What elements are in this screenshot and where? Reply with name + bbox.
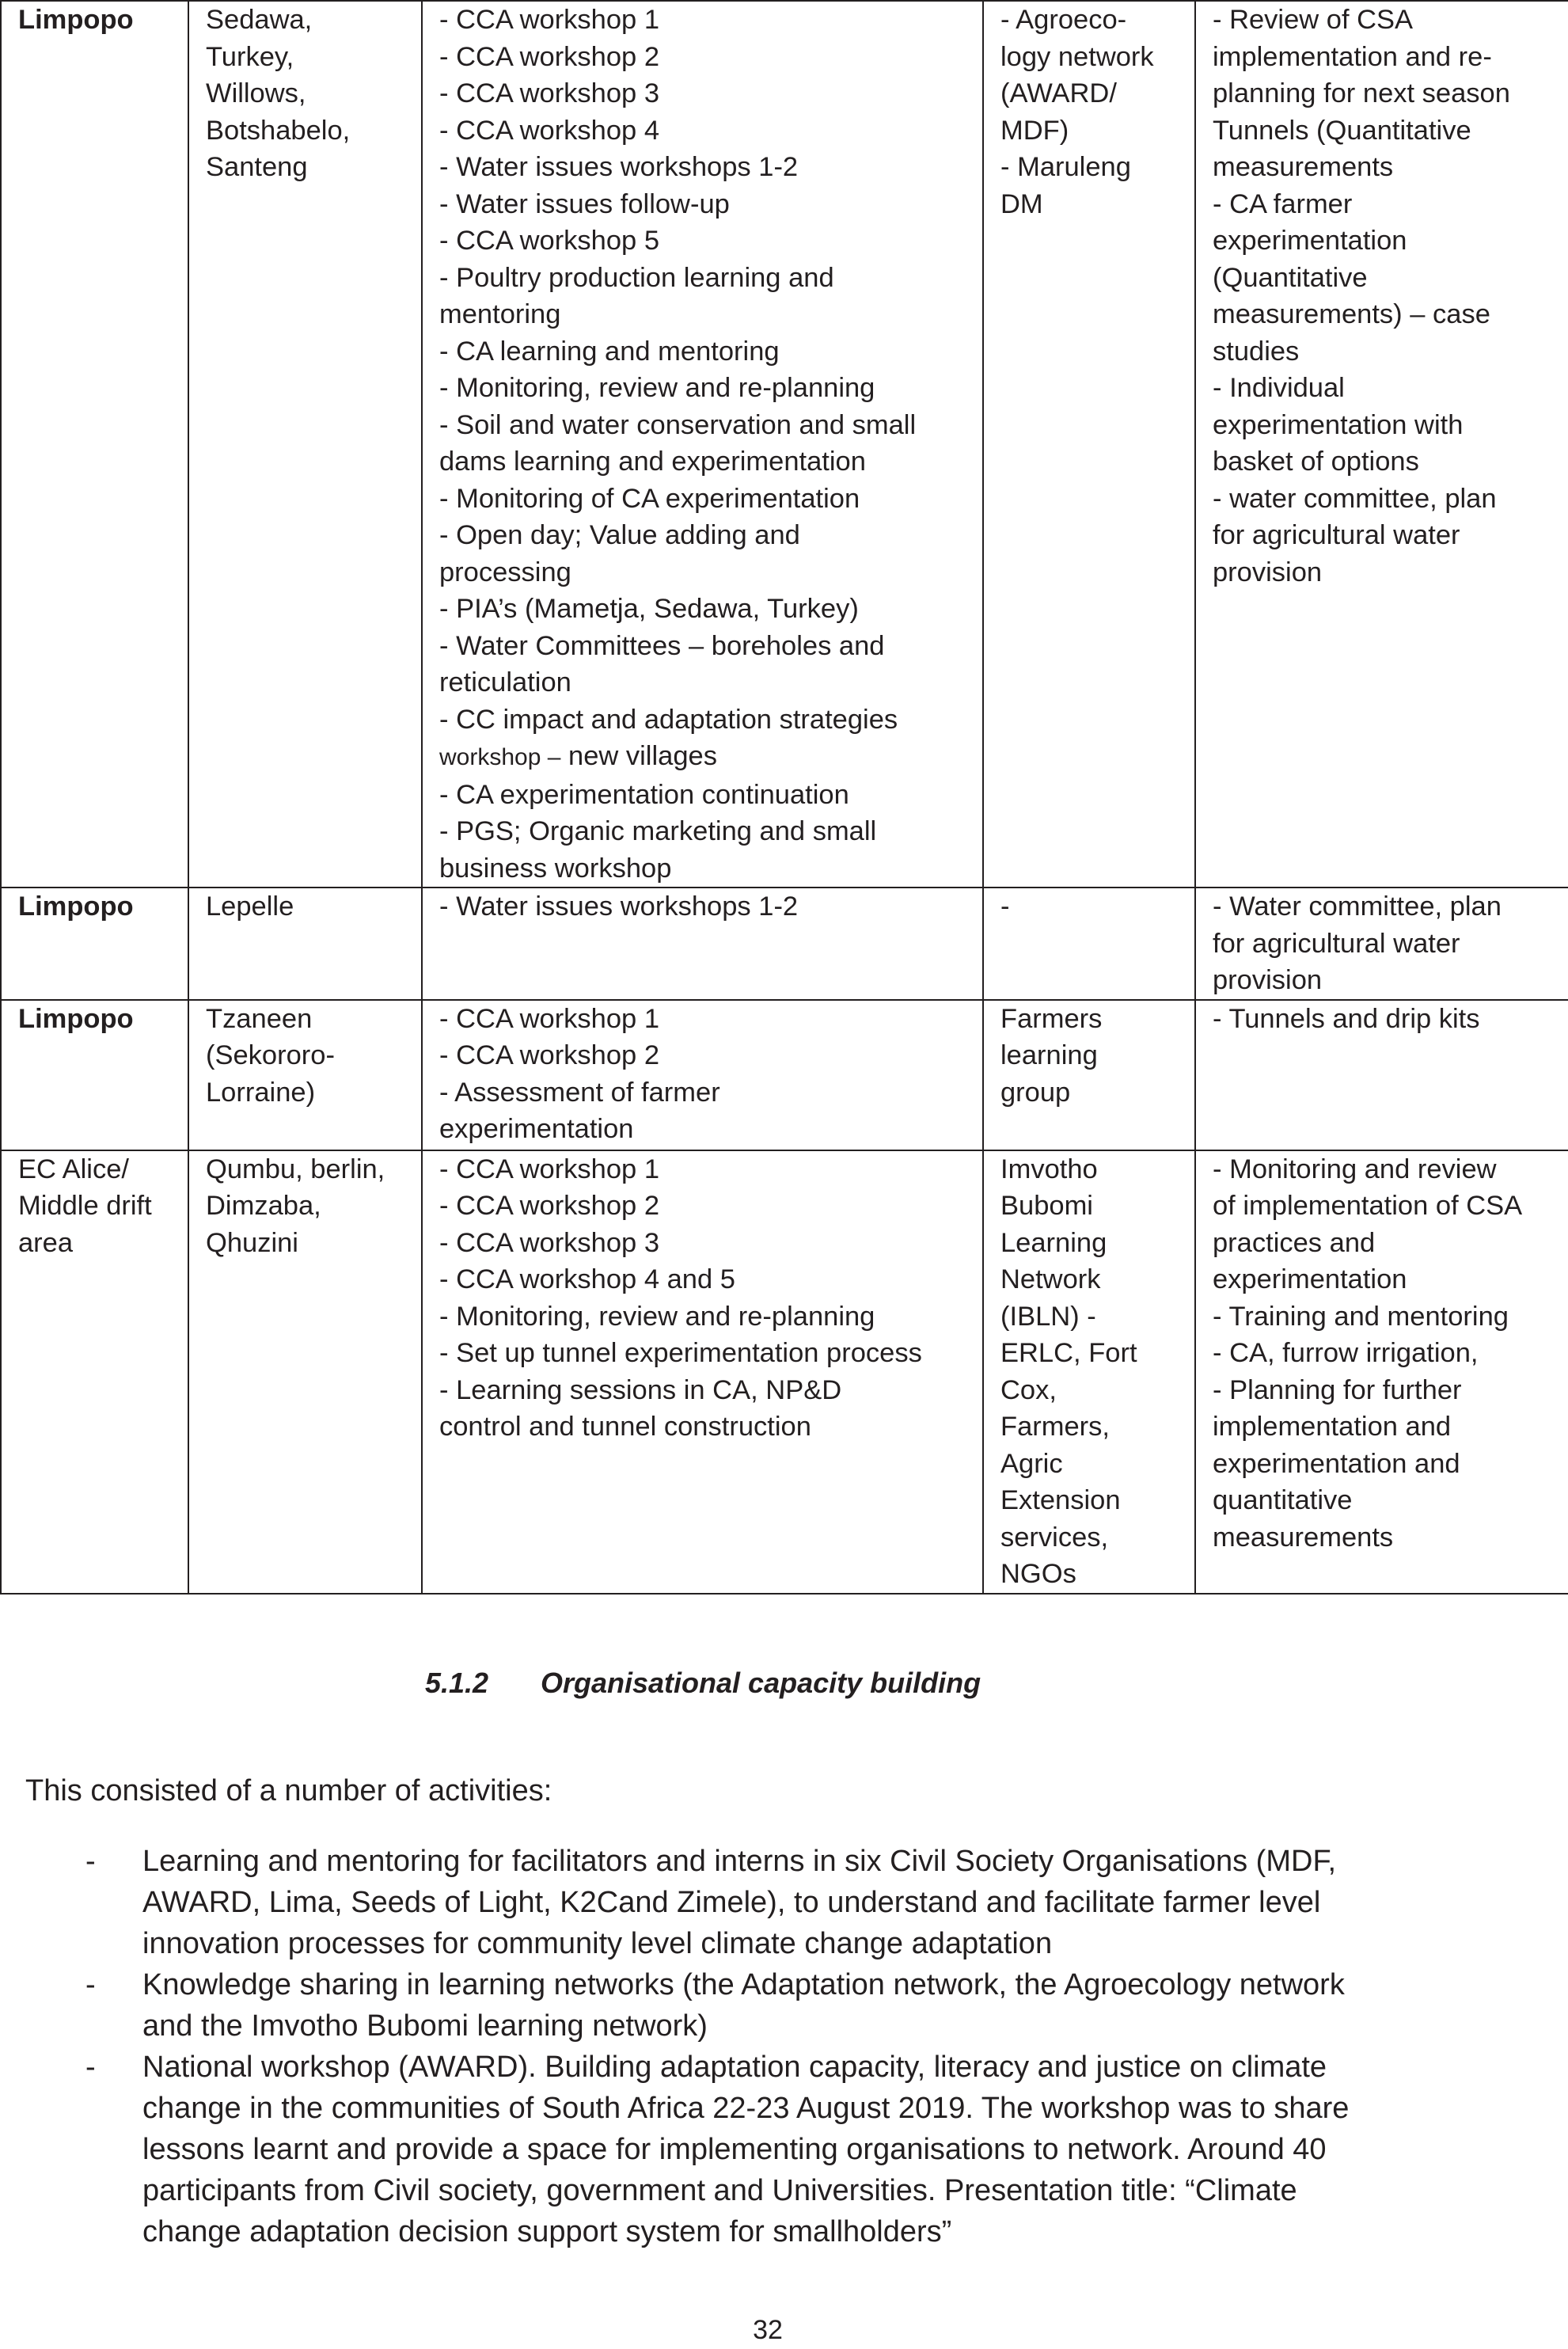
bullet-text — [142, 2047, 1349, 2252]
bullet-text — [142, 1841, 1336, 1964]
cell-line: Dimzaba, — [206, 1191, 321, 1221]
cell-line: - Water issues workshops 1-2 — [439, 891, 799, 922]
cell-outcomes — [1195, 1, 1568, 888]
cell-line: Imvotho — [1000, 1154, 1098, 1184]
cell-line: - CCA workshop 1 — [439, 5, 660, 35]
cell-line: learning — [1000, 1040, 1098, 1070]
cell-line: provision — [1213, 965, 1323, 995]
cell-line: reticulation — [439, 667, 571, 697]
cell-line: Botshabelo, — [206, 115, 351, 146]
cell-activities — [422, 1, 983, 888]
bullet-dash: - — [85, 1968, 96, 2001]
cell-line: business workshop — [439, 853, 672, 884]
bullet-line: change in the communities of South Africa 22-23 August 2019. The workshop was to share — [142, 2092, 1350, 2125]
cell-line: - PGS; Organic marketing and small — [439, 816, 877, 846]
cell-line: - CA farmer — [1213, 188, 1353, 219]
cell-line: - Individual — [1213, 373, 1345, 403]
cell-line: logy network — [1000, 41, 1154, 72]
cell-line: (AWARD/ — [1000, 78, 1117, 108]
table-row — [1, 1, 1568, 888]
cell-line: area — [18, 1227, 74, 1258]
cell-outcomes — [1195, 1150, 1568, 1594]
cell-line: Extension — [1000, 1485, 1121, 1515]
section-title: Organisational capacity building — [541, 1667, 981, 1699]
cell-network — [983, 1150, 1195, 1594]
cell-region — [1, 888, 188, 1000]
cell-line: - Water committee, plan — [1213, 891, 1502, 922]
cell-line: - Planning for further — [1213, 1374, 1462, 1405]
cell-line: practices and — [1213, 1227, 1376, 1258]
cell-line: Limpopo — [18, 891, 134, 922]
bullet-dash: - — [85, 2051, 96, 2084]
cell-line: - Open day; Value adding and — [439, 520, 800, 550]
cell-network — [983, 888, 1195, 1000]
cell-line: studies — [1213, 336, 1300, 367]
cell-line: - Water issues workshops 1-2 — [439, 152, 799, 182]
cell-line: - CCA workshop 3 — [439, 1227, 660, 1258]
cell-line: measurements — [1213, 152, 1394, 182]
cell-line: - — [1000, 891, 1010, 922]
cell-line: - CCA workshop 2 — [439, 1040, 660, 1070]
cell-line: Willows, — [206, 78, 306, 108]
cell-line: DM — [1000, 188, 1043, 219]
cell-line: Lepelle — [206, 891, 294, 922]
cell-line: - Water issues follow-up — [439, 188, 730, 219]
bullet-line: lessons learnt and provide a space for implementing organisations to network. Around 40 — [142, 2133, 1327, 2166]
cell-line: - Poultry production learning and — [439, 262, 834, 293]
cell-line: - CCA workshop 1 — [439, 1003, 660, 1034]
cell-line: ERLC, Fort — [1000, 1338, 1137, 1368]
intro-text: This consisted of a number of activities: — [25, 1774, 552, 1807]
cell-line: EC Alice/ — [18, 1154, 129, 1184]
cell-line: Tzaneen — [206, 1003, 313, 1034]
cell-line: Santeng — [206, 152, 308, 182]
table-row — [1, 888, 1568, 1000]
cell-line: - CA experimentation continuation — [439, 779, 849, 810]
cell-line: experimentation — [1213, 226, 1407, 256]
bullet-line: and the Imvotho Bubomi learning network) — [142, 2009, 708, 2043]
cell-line: Lorraine) — [206, 1077, 316, 1108]
cell-line: - Monitoring, review and re-planning — [439, 373, 875, 403]
cell-line: Bubomi — [1000, 1191, 1093, 1221]
cell-line: Limpopo — [18, 1003, 134, 1034]
cell-activities — [422, 1000, 983, 1150]
cell-line: of implementation of CSA — [1213, 1191, 1523, 1221]
cell-villages — [188, 1000, 422, 1150]
cell-villages — [188, 888, 422, 1000]
cell-line: implementation and — [1213, 1412, 1452, 1442]
cell-line: - CC impact and adaptation strategies — [439, 704, 898, 735]
cell-line: - water committee, plan — [1213, 483, 1497, 514]
cell-network — [983, 1, 1195, 888]
bullet-text — [142, 1964, 1345, 2047]
cell-region — [1, 1, 188, 888]
cell-villages — [188, 1, 422, 888]
table-row — [1, 1000, 1568, 1150]
cell-line: - PIA’s (Mametja, Sedawa, Turkey) — [439, 594, 859, 624]
cell-line: - Training and mentoring — [1213, 1301, 1509, 1332]
table-body — [1, 1, 1568, 1594]
cell-line: (IBLN) - — [1000, 1301, 1096, 1332]
cell-line: - Maruleng — [1000, 152, 1131, 182]
cell-line: - CA learning and mentoring — [439, 336, 780, 367]
cell-line: - CCA workshop 2 — [439, 41, 660, 72]
cell-network — [983, 1000, 1195, 1150]
cell-line: (Sekororo- — [206, 1040, 335, 1070]
bullet-line: participants from Civil society, government and Universities. Presentation title: “Climate — [142, 2174, 1297, 2207]
cell-line: Limpopo — [18, 5, 134, 35]
cell-line: Farmers — [1000, 1003, 1103, 1034]
cell-line: Agric — [1000, 1448, 1063, 1479]
cell-line: services, — [1000, 1522, 1109, 1553]
cell-line: - CCA workshop 4 — [439, 115, 660, 146]
cell-activities — [422, 1150, 983, 1594]
cell-line: Middle drift — [18, 1191, 152, 1221]
section-number: 5.1.2 — [425, 1667, 489, 1699]
cell-line: experimentation — [1213, 1264, 1407, 1294]
cell-line: - Tunnels and drip kits — [1213, 1003, 1480, 1034]
bullet-line: Learning and mentoring for facilitators and interns in six Civil Society Organisations (MDF, — [142, 1845, 1336, 1878]
cell-line: Farmers, — [1000, 1412, 1110, 1442]
cell-line: (Quantitative — [1213, 262, 1368, 293]
cell-line: measurements) – case — [1213, 299, 1490, 329]
cell-line: Learning — [1000, 1227, 1107, 1258]
cell-outcomes — [1195, 1000, 1568, 1150]
cell-line: provision — [1213, 557, 1323, 587]
cell-line: - Water Committees – boreholes and — [439, 630, 885, 661]
cell-line: - Monitoring and review — [1213, 1154, 1497, 1184]
cell-line: - Learning sessions in CA, NP&D — [439, 1374, 842, 1405]
cell-line: - Monitoring of CA experimentation — [439, 483, 860, 514]
cell-line: measurements — [1213, 1522, 1394, 1553]
cell-line: Sedawa, — [206, 5, 313, 35]
cell-line: group — [1000, 1077, 1071, 1108]
cell-line: implementation and re- — [1213, 41, 1492, 72]
cell-activities — [422, 888, 983, 1000]
cell-line: Cox, — [1000, 1374, 1057, 1405]
cell-line: Turkey, — [206, 41, 294, 72]
cell-line: - Agroeco- — [1000, 5, 1127, 35]
cell-line: - CCA workshop 3 — [439, 78, 660, 108]
cell-line: - CA, furrow irrigation, — [1213, 1338, 1479, 1368]
cell-line: - Review of CSA — [1213, 5, 1414, 35]
cell-line: - CCA workshop 1 — [439, 1154, 660, 1184]
cell-line: Qumbu, berlin, — [206, 1154, 385, 1184]
cell-line: dams learning and experimentation — [439, 447, 866, 477]
cell-line: Tunnels (Quantitative — [1213, 115, 1471, 146]
cell-line: - CCA workshop 5 — [439, 226, 660, 256]
cell-line: experimentation with — [1213, 409, 1464, 440]
cell-line: - Assessment of farmer — [439, 1077, 720, 1108]
cell-line: MDF) — [1000, 115, 1069, 146]
cell-line: basket of options — [1213, 447, 1419, 477]
section-heading — [425, 1667, 981, 1700]
bullet-line: Knowledge sharing in learning networks (the Adaptation network, the Agroecology network — [142, 1968, 1345, 2001]
cell-line: mentoring — [439, 299, 561, 329]
cell-line: processing — [439, 557, 571, 587]
cell-line: Network — [1000, 1264, 1101, 1294]
cell-line: - CCA workshop 4 and 5 — [439, 1264, 735, 1294]
cell-line: - Monitoring, review and re-planning — [439, 1301, 875, 1332]
bullet-line: National workshop (AWARD). Building adaptation capacity, literacy and justice on climate — [142, 2051, 1327, 2084]
table-row — [1, 1150, 1568, 1594]
page-number: 32 — [753, 2315, 783, 2345]
bullet-line: change adaptation decision support system for smallholders” — [142, 2215, 952, 2248]
cell-line: Qhuzini — [206, 1227, 298, 1258]
cell-line: - CCA workshop 2 — [439, 1191, 660, 1221]
cell-outcomes — [1195, 888, 1568, 1000]
cell-line: for agricultural water — [1213, 520, 1460, 550]
bullet-dash: - — [85, 1845, 96, 1878]
cell-line: - Soil and water conservation and small — [439, 409, 917, 440]
cell-region — [1, 1000, 188, 1150]
cell-line: workshop – new villages — [439, 741, 717, 771]
bullet-line: innovation processes for community level climate change adaptation — [142, 1927, 1053, 1960]
cell-region — [1, 1150, 188, 1594]
cell-line: - Set up tunnel experimentation process — [439, 1338, 922, 1368]
cell-line: experimentation and — [1213, 1448, 1460, 1479]
bullet-line: AWARD, Lima, Seeds of Light, K2Cand Zimele), to understand and facilitate farmer level — [142, 1886, 1321, 1919]
cell-line: for agricultural water — [1213, 928, 1460, 959]
cell-line: planning for next season — [1213, 78, 1510, 108]
cell-line: experimentation — [439, 1114, 634, 1144]
cell-line: control and tunnel construction — [439, 1412, 811, 1442]
cell-villages — [188, 1150, 422, 1594]
cell-line: quantitative — [1213, 1485, 1353, 1515]
cell-line: NGOs — [1000, 1559, 1076, 1589]
